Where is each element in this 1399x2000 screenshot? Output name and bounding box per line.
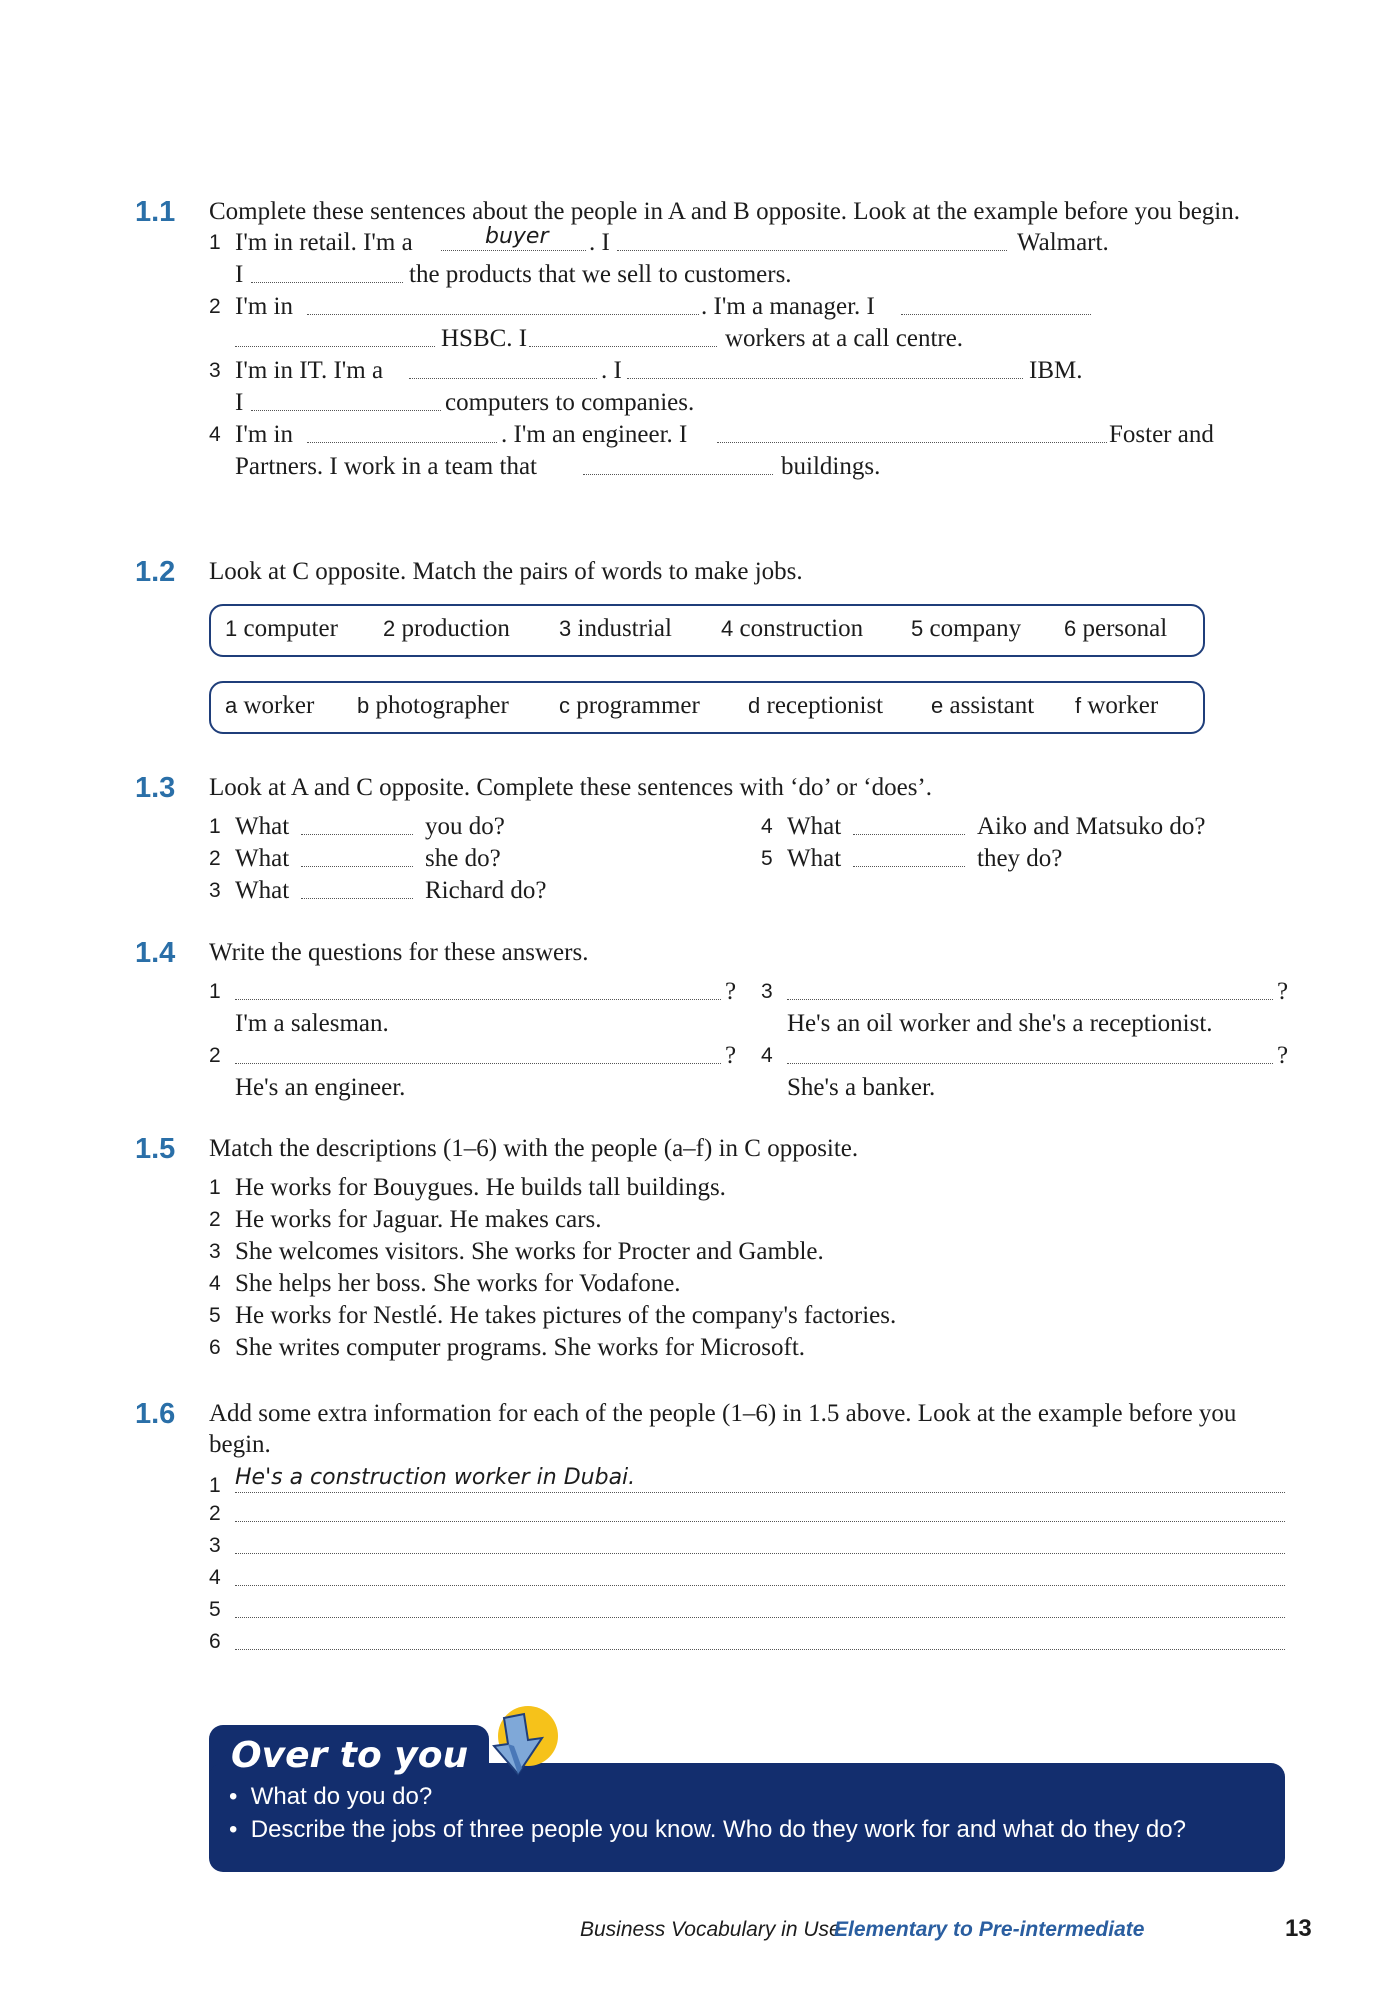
item-number: 3 xyxy=(209,359,221,382)
question-mark: ? xyxy=(725,1042,737,1069)
word-item[interactable]: 5 company xyxy=(911,615,1022,642)
item-number: 3 xyxy=(209,879,221,902)
item-text: She helps her boss. She works for Vodafone. xyxy=(235,1270,681,1297)
sentence-text: . I xyxy=(589,229,610,256)
answer-blank[interactable] xyxy=(301,834,413,835)
sentence-text: you do? xyxy=(425,813,505,840)
word-item[interactable]: d receptionist xyxy=(748,692,884,719)
answer-blank[interactable] xyxy=(301,866,413,867)
answer-blank[interactable] xyxy=(409,378,597,379)
item-number: 3 xyxy=(209,1240,221,1263)
item-number: 1 xyxy=(209,1176,221,1199)
word-item[interactable]: e assistant xyxy=(931,692,1035,719)
word-item[interactable]: 3 industrial xyxy=(559,615,672,642)
exercise-body xyxy=(209,1172,1285,1368)
word-item[interactable]: 4 construction xyxy=(721,615,864,642)
sentence-text: IBM. xyxy=(1029,357,1083,384)
sentence-text: Partners. I work in a team that xyxy=(235,453,537,480)
bullet: • xyxy=(229,1816,238,1843)
sentence-text: . I xyxy=(601,357,622,384)
question-mark: ? xyxy=(725,978,737,1005)
answer-blank[interactable] xyxy=(251,282,403,283)
exercise-number: 1.3 xyxy=(135,772,176,804)
sentence-text: What xyxy=(787,845,842,872)
answer-blank[interactable] xyxy=(307,442,497,443)
item-number: 3 xyxy=(761,980,773,1003)
sentence-text: they do? xyxy=(977,845,1063,872)
item-number: 1 xyxy=(209,1474,221,1497)
answer-blank[interactable] xyxy=(583,474,773,475)
item-number: 4 xyxy=(761,1044,773,1067)
sentence-text: . I'm an engineer. I xyxy=(501,421,688,448)
word-box-first-words xyxy=(209,604,1205,657)
answer-blank[interactable] xyxy=(301,898,413,899)
item-number: 4 xyxy=(209,423,221,446)
answer-blank[interactable] xyxy=(235,346,435,347)
footer-level-title: Elementary to Pre-intermediate xyxy=(834,1918,1145,1941)
answer-text: She's a banker. xyxy=(787,1074,936,1101)
sentence-text: Foster and xyxy=(1109,421,1214,448)
exercise-1-3 xyxy=(135,772,1285,911)
answer-blank[interactable] xyxy=(617,250,1007,251)
answer-blank[interactable] xyxy=(235,1617,1285,1618)
word-item[interactable]: c programmer xyxy=(559,692,700,719)
answer-blank[interactable] xyxy=(235,1585,1285,1586)
item-number: 4 xyxy=(209,1272,221,1295)
answer-blank[interactable] xyxy=(529,346,717,347)
answer-blank[interactable] xyxy=(787,999,1273,1000)
sentence-text: Richard do? xyxy=(425,877,547,904)
answer-blank[interactable] xyxy=(235,1553,1285,1554)
exercise-instruction: Look at C opposite. Match the pairs of words to make jobs. xyxy=(209,558,803,585)
exercise-1-4 xyxy=(135,937,1289,1106)
word-item[interactable]: a worker xyxy=(225,692,315,719)
item-number: 6 xyxy=(209,1336,221,1359)
item-number: 4 xyxy=(209,1566,221,1589)
sentence-text: computers to companies. xyxy=(445,389,695,416)
item-text: He works for Jaguar. He makes cars. xyxy=(235,1206,602,1233)
sentence-text: Walmart. xyxy=(1017,229,1109,256)
exercise-number: 1.4 xyxy=(135,937,176,969)
sentence-text: I xyxy=(235,261,244,288)
bullet-item xyxy=(229,1783,432,1811)
exercise-instruction: Write the questions for these answers. xyxy=(209,939,589,966)
answer-blank[interactable] xyxy=(235,1492,1285,1493)
item-number: 2 xyxy=(209,1044,221,1067)
answer-blank[interactable] xyxy=(307,314,699,315)
answer-blank[interactable] xyxy=(853,866,965,867)
bullet-text: What do you do? xyxy=(250,1783,433,1810)
sentence-text: What xyxy=(787,813,842,840)
exercise-body xyxy=(209,224,1285,480)
item-number: 1 xyxy=(209,231,221,254)
over-to-you-title: Over to you xyxy=(231,1735,469,1776)
item-text: She writes computer programs. She works for Microsoft. xyxy=(235,1334,806,1361)
sentence-text: What xyxy=(235,845,290,872)
exercise-body xyxy=(209,1466,1285,1656)
exercise-1-5 xyxy=(135,1133,1285,1368)
item-number: 4 xyxy=(761,815,773,838)
exercise-number: 1.5 xyxy=(135,1133,176,1165)
over-to-you-panel xyxy=(209,1735,1285,1872)
item-number: 2 xyxy=(209,847,221,870)
exercise-number: 1.2 xyxy=(135,556,176,588)
question-mark: ? xyxy=(1277,978,1289,1005)
answer-text: He's an oil worker and she's a receptionist. xyxy=(787,1010,1213,1037)
exercise-1-1 xyxy=(135,196,1285,480)
item-number: 6 xyxy=(209,1630,221,1653)
sentence-text: buildings. xyxy=(781,453,881,480)
exercise-body xyxy=(209,811,1285,911)
exercise-instruction: Match the descriptions (1–6) with the people (a–f) in C opposite. xyxy=(209,1135,859,1162)
exercise-instruction: Complete these sentences about the people in A and B opposite. Look at the example before you begin. xyxy=(209,198,1240,225)
handwritten-example-answer: He's a construction worker in Dubai. xyxy=(235,1465,636,1490)
item-text: He works for Nestlé. He takes pictures of the company's factories. xyxy=(235,1302,897,1329)
answer-text: I'm a salesman. xyxy=(235,1010,389,1037)
item-text: She welcomes visitors. She works for Procter and Gamble. xyxy=(235,1238,824,1265)
answer-blank[interactable] xyxy=(235,1063,721,1064)
sentence-text: she do? xyxy=(425,845,501,872)
word-item[interactable]: 2 production xyxy=(383,615,510,642)
sentence-text: I'm in IT. I'm a xyxy=(235,357,384,384)
item-number: 2 xyxy=(209,1208,221,1231)
item-text: He works for Bouygues. He builds tall buildings. xyxy=(235,1174,726,1201)
item-number: 2 xyxy=(209,295,221,318)
sentence-text: I'm in xyxy=(235,421,293,448)
footer-series xyxy=(580,1918,841,1942)
sentence-text: I'm in retail. I'm a xyxy=(235,229,413,256)
answer-blank[interactable] xyxy=(717,442,1107,443)
item-number: 1 xyxy=(209,980,221,1003)
exercise-instruction: Look at A and C opposite. Complete these sentences with ‘do’ or ‘does’. xyxy=(209,774,932,801)
answer-blank[interactable] xyxy=(235,1649,1285,1650)
sentence-text: I xyxy=(235,389,244,416)
bullet-text: Describe the jobs of three people you know. Who do they work for and what do they do? xyxy=(250,1816,1186,1843)
item-number: 1 xyxy=(209,815,221,838)
exercise-1-2 xyxy=(135,556,1285,587)
word-item[interactable]: 1 computer xyxy=(225,615,338,642)
item-number: 2 xyxy=(209,1502,221,1525)
sentence-text: HSBC. I xyxy=(441,325,528,352)
footer-level xyxy=(834,1918,1144,1942)
bullet-item xyxy=(229,1816,1186,1844)
sentence-text: workers at a call centre. xyxy=(725,325,964,352)
item-number: 5 xyxy=(761,847,773,870)
item-number: 5 xyxy=(209,1304,221,1327)
sentence-text: What xyxy=(235,813,290,840)
answer-blank[interactable] xyxy=(235,999,721,1000)
sentence-text: . I'm a manager. I xyxy=(701,293,875,320)
answer-blank[interactable] xyxy=(787,1063,1273,1064)
bullet: • xyxy=(229,1783,238,1810)
answer-blank[interactable] xyxy=(627,378,1023,379)
question-mark: ? xyxy=(1277,1042,1289,1069)
sentence-text: What xyxy=(235,877,290,904)
sentence-text: I'm in xyxy=(235,293,293,320)
handwritten-example-answer: buyer xyxy=(485,224,549,249)
answer-blank[interactable] xyxy=(235,1521,1285,1522)
footer-series-title: Business Vocabulary in Use xyxy=(580,1918,841,1941)
answer-blank[interactable] xyxy=(251,410,441,411)
word-item[interactable]: 6 personal xyxy=(1064,615,1168,642)
arrow-down-icon xyxy=(482,1700,562,1790)
sentence-text: the products that we sell to customers. xyxy=(409,261,792,288)
word-item[interactable]: f worker xyxy=(1075,692,1159,719)
exercise-number: 1.1 xyxy=(135,196,176,228)
word-box-second-words xyxy=(209,681,1205,734)
exercise-1-6 xyxy=(135,1398,1285,1656)
sentence-text: Aiko and Matsuko do? xyxy=(977,813,1206,840)
exercise-instruction: Add some extra information for each of the people (1–6) in 1.5 above. Look at the example before you begin. xyxy=(209,1400,1237,1458)
page-number: 13 xyxy=(1285,1915,1312,1942)
exercise-body xyxy=(209,976,1289,1106)
item-number: 3 xyxy=(209,1534,221,1557)
answer-blank[interactable] xyxy=(901,314,1091,315)
answer-blank[interactable] xyxy=(853,834,965,835)
exercise-number: 1.6 xyxy=(135,1398,176,1430)
answer-text: He's an engineer. xyxy=(235,1074,406,1101)
item-number: 5 xyxy=(209,1598,221,1621)
word-item[interactable]: b photographer xyxy=(357,692,509,719)
